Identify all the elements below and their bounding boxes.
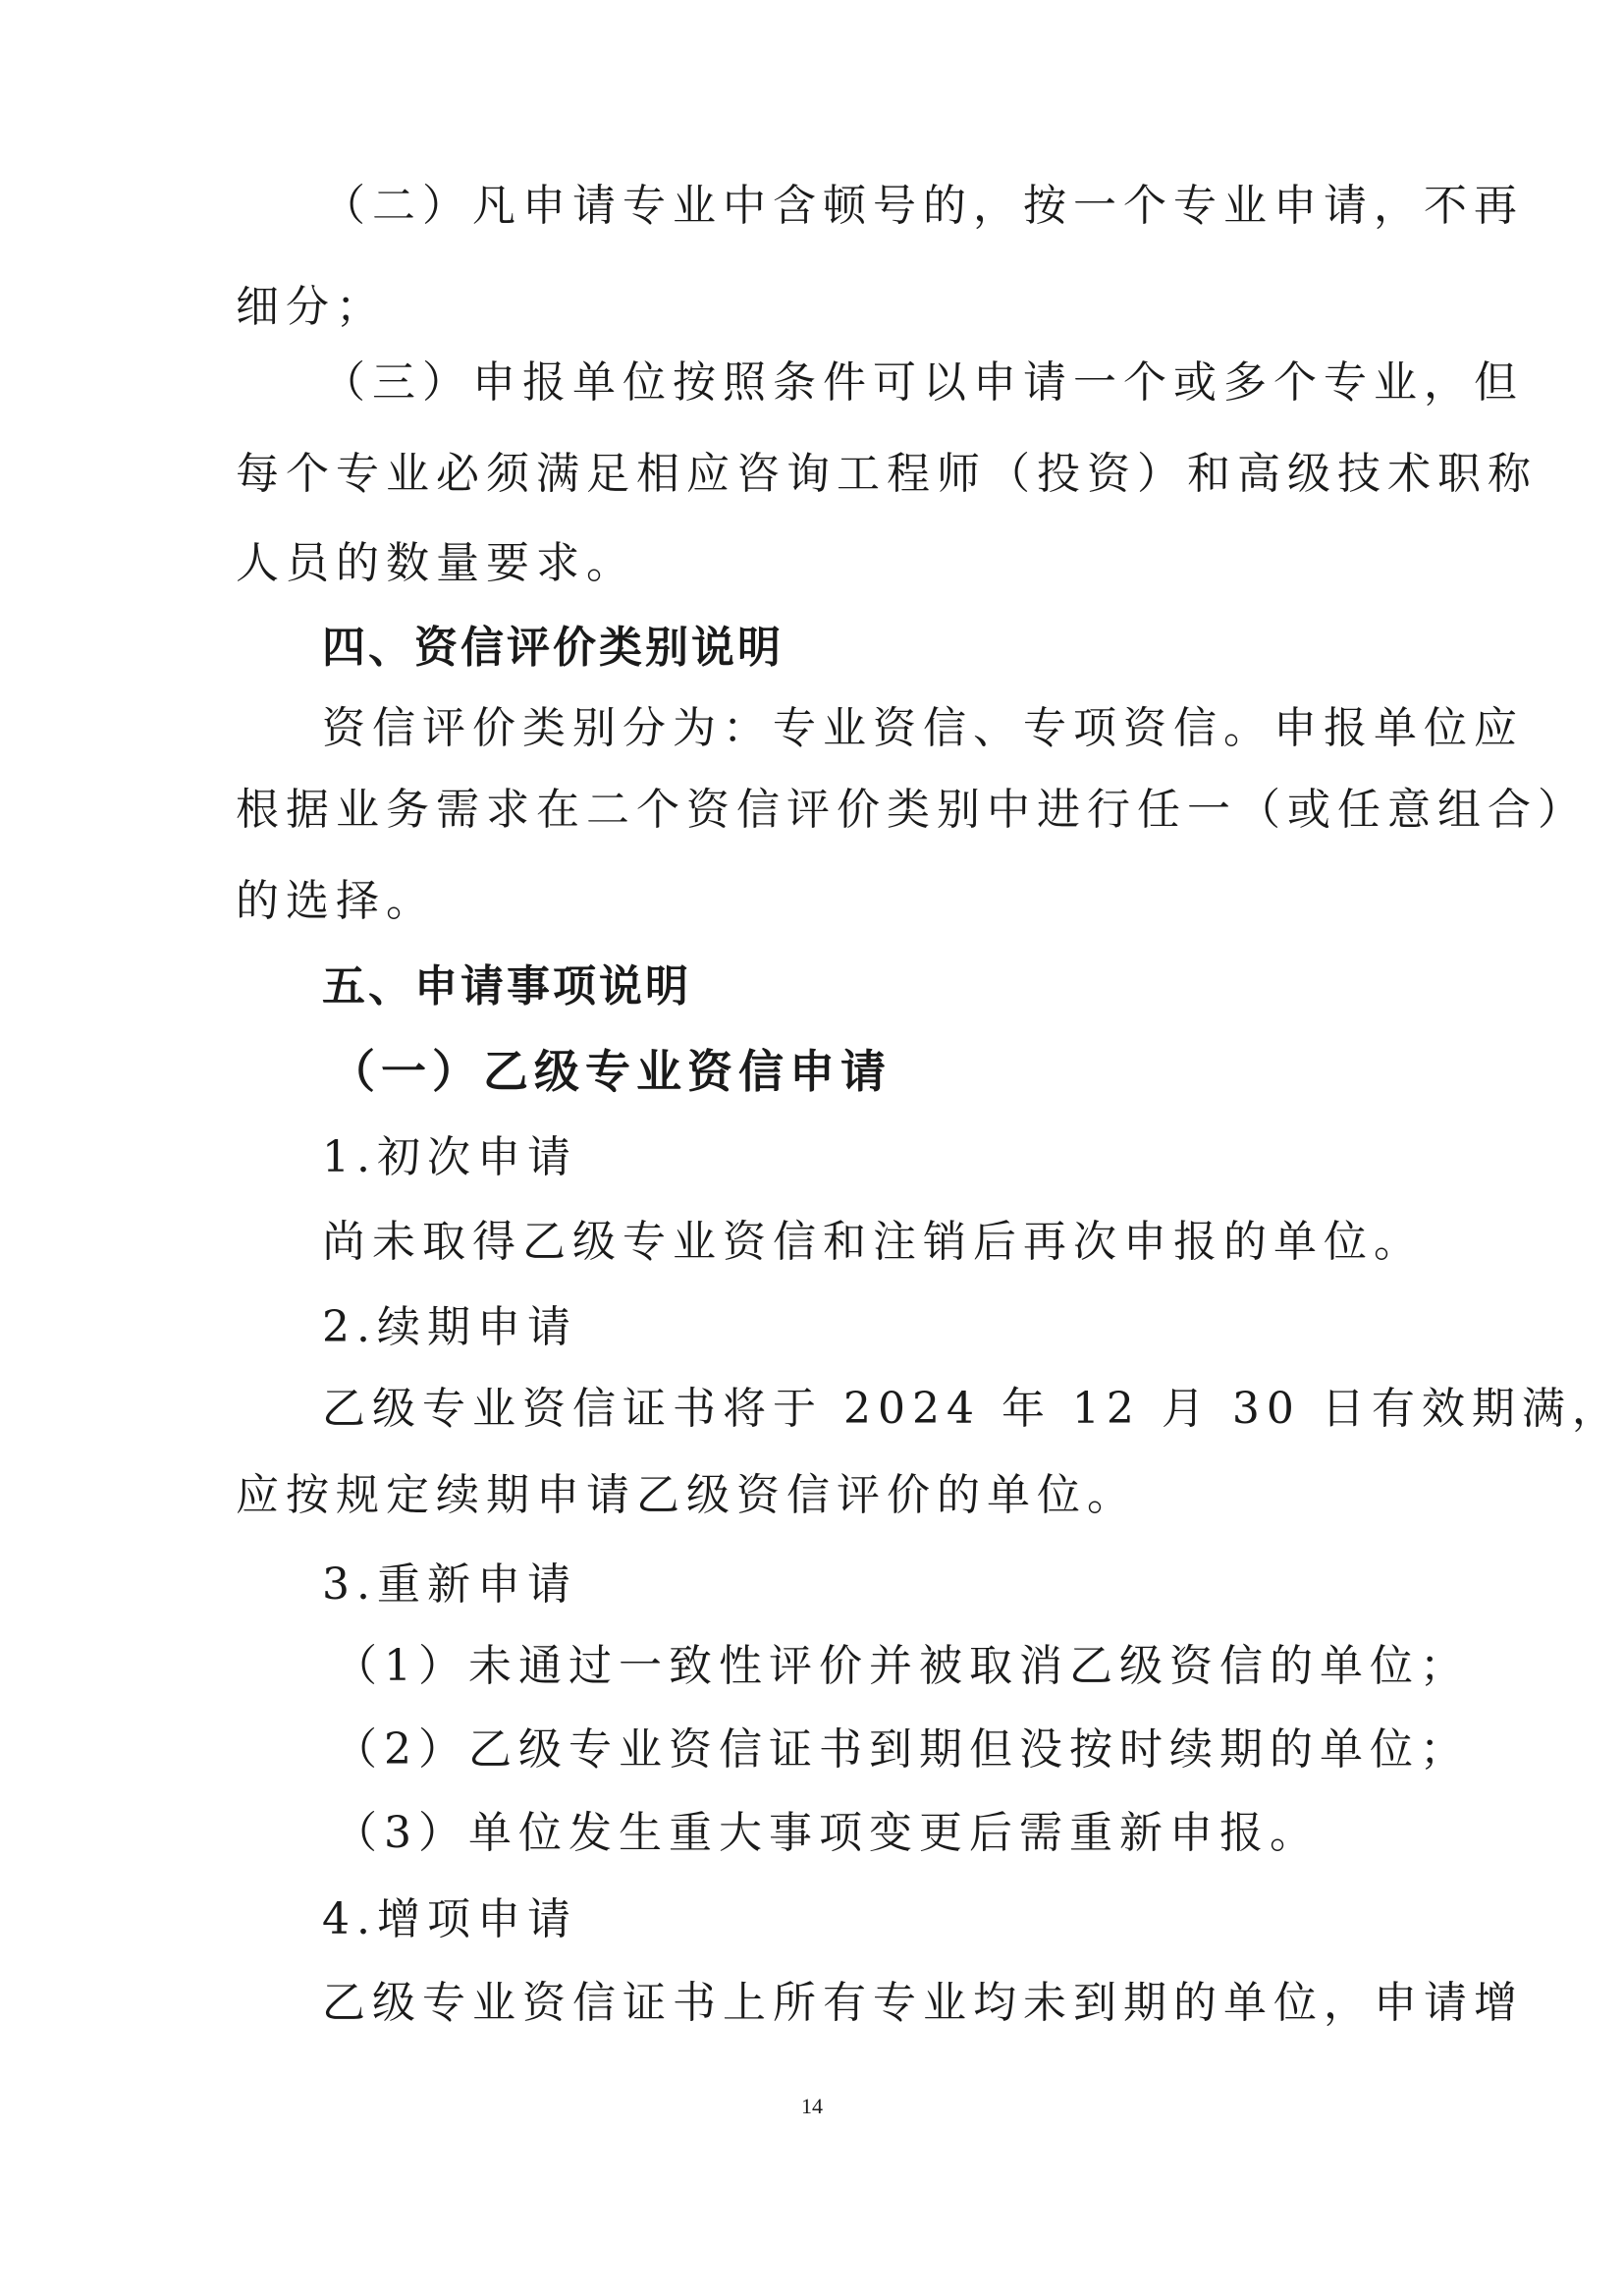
list-item: （3）单位发生重大事项变更后需重新申报。 (334, 1808, 1320, 1858)
paragraph-line: 资信评价类别分为：专业资信、专项资信。申报单位应 (322, 703, 1524, 753)
list-item: （1）未通过一致性评价并被取消乙级资信的单位； (334, 1641, 1470, 1691)
paragraph-line: 乙级专业资信证书上所有专业均未到期的单位，申请增 (322, 1978, 1524, 2028)
section-heading: 五、申请事项说明 (322, 961, 691, 1011)
item-heading: 1.初次申请 (322, 1132, 577, 1182)
item-heading: 3.重新申请 (322, 1559, 577, 1610)
section-heading: 四、资信评价类别说明 (322, 623, 784, 673)
paragraph-line: 的选择。 (236, 876, 436, 926)
paragraph-line: （二）凡申请专业中含顿号的，按一个专业申请，不再 (322, 181, 1524, 231)
list-item: （2）乙级专业资信证书到期但没按时续期的单位； (334, 1724, 1470, 1775)
item-heading: 4.增项申请 (322, 1894, 577, 1944)
paragraph-line: 应按规定续期申请乙级资信评价的单位。 (236, 1470, 1137, 1520)
paragraph-line: 人员的数量要求。 (236, 538, 636, 588)
paragraph-line: 每个专业必须满足相应咨询工程师（投资）和高级技术职称 (236, 449, 1538, 499)
page-number: 14 (801, 2094, 823, 2118)
paragraph-line: （三）申报单位按照条件可以申请一个或多个专业，但 (322, 357, 1524, 408)
paragraph-line: 根据业务需求在二个资信评价类别中进行任一（或任意组合） (236, 785, 1588, 835)
paragraph-line: 细分； (236, 282, 386, 332)
item-heading: 2.续期申请 (322, 1302, 577, 1352)
subsection-heading: （一）乙级专业资信申请 (330, 1045, 892, 1098)
paragraph-line: 乙级专业资信证书将于 2024 年 12 月 30 日有效期满， (322, 1384, 1622, 1434)
paragraph-line: 尚未取得乙级专业资信和注销后再次申报的单位。 (322, 1217, 1424, 1267)
